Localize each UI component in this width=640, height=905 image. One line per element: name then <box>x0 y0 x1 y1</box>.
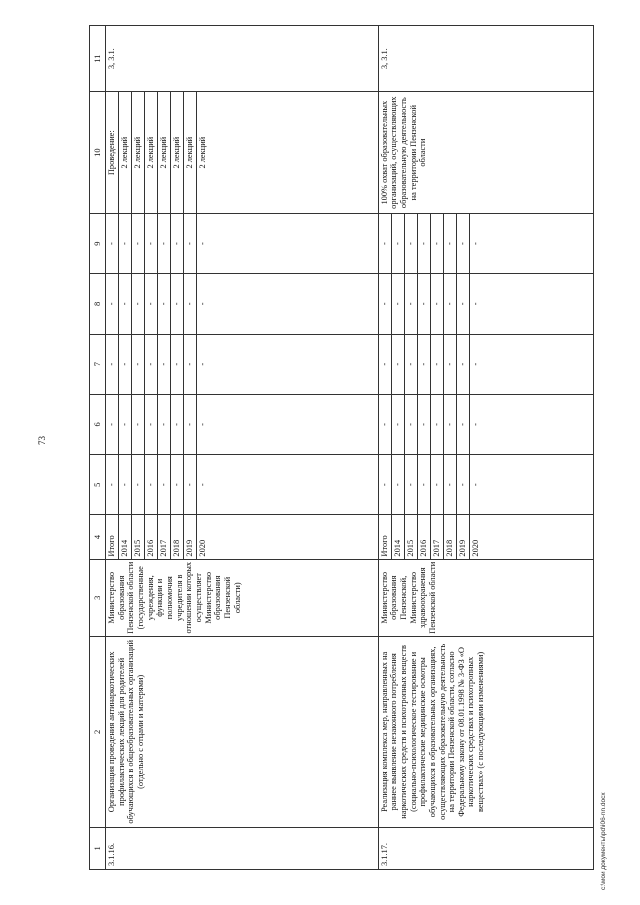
measure-c8-value: - <box>184 274 197 333</box>
measure-description: Организация проведения антинаркотических профилактических лекций для родителей обучающихся в общеобразовательных организаций (отдельно с отцами и матерями) <box>106 636 379 827</box>
measure-result-value: 2 лекций <box>198 136 207 169</box>
measure-c5-value: - <box>106 455 119 514</box>
measure-c7-value: - <box>158 335 171 394</box>
column-header-8: 8 <box>90 274 106 334</box>
measure-c8-value: - <box>431 274 444 333</box>
column-header-3: 3 <box>90 559 106 636</box>
table-row <box>106 26 379 870</box>
measure-years-value: 2016 <box>418 515 431 558</box>
column-header-10: 10 <box>90 92 106 214</box>
measure-c8-value: - <box>418 274 431 333</box>
measure-c6-value: - <box>171 395 184 454</box>
measure-c6-value: - <box>379 395 392 454</box>
measure-c8 <box>378 274 593 334</box>
table-row <box>378 26 593 870</box>
measure-c7-value: - <box>379 335 392 394</box>
measure-code: 3.1.17. <box>378 827 593 869</box>
measure-description: Реализация комплекса мер, направленных на раннее выявление незаконного потребления наркотических средств и психотропных веществ (социально-психологическое тестирование и профилактические медицинские осмотры обучающихся в образовательных организациях, осуществляющих образовательную деятельность на территории Пензенской области, согласно Федеральному закону от 08.01.1998 № 3-ФЗ «О наркотических средствах и психотропных веществах» (с последующими изменениями) <box>378 636 593 827</box>
measure-c9-value: - <box>457 214 470 273</box>
measure-c8-value: - <box>198 302 207 306</box>
measure-c7-value: - <box>444 335 457 394</box>
measure-c7-value: - <box>392 335 405 394</box>
measure-c7-value: - <box>132 335 145 394</box>
measure-result-value: 2 лекций <box>184 92 197 213</box>
measure-c9-value: - <box>158 214 171 273</box>
measure-c6-value: - <box>418 395 431 454</box>
measure-c5-value: - <box>171 455 184 514</box>
measure-c9-value: - <box>392 214 405 273</box>
measure-c9-value: - <box>418 214 431 273</box>
measure-result <box>106 92 379 214</box>
measure-c8-value: - <box>379 274 392 333</box>
measure-c8-value: - <box>119 274 132 333</box>
measure-c6-value: - <box>158 395 171 454</box>
page-number: 73 <box>37 436 47 445</box>
program-measures-table <box>89 25 594 870</box>
measure-c5-value: - <box>431 455 444 514</box>
measure-years-value: 2016 <box>145 515 158 558</box>
measure-c5-value: - <box>392 455 405 514</box>
measure-c9-value: - <box>184 214 197 273</box>
measure-years-value: 2017 <box>158 515 171 558</box>
measure-years-value: 2019 <box>457 515 470 558</box>
measure-executor: Министерство образования Пензенской области (государственные учреждения, функции и полномочия учредителя в отношении которых осуществляет Министерство образования Пензенской области) <box>106 559 379 636</box>
measure-c5-value: - <box>145 455 158 514</box>
measure-years-value: 2015 <box>405 515 418 558</box>
measure-c8 <box>106 274 379 334</box>
measure-c5-value: - <box>444 455 457 514</box>
measure-c7 <box>106 334 379 394</box>
measure-c8-value: - <box>457 274 470 333</box>
measure-result-value: 2 лекций <box>171 92 184 213</box>
measure-c7-value: - <box>418 335 431 394</box>
measure-years-value: Итого <box>379 515 392 558</box>
measure-c6 <box>106 394 379 454</box>
measure-c8-value: - <box>106 274 119 333</box>
column-header-4: 4 <box>90 515 106 559</box>
measure-c6-value: - <box>106 395 119 454</box>
measure-c5-value: - <box>470 483 480 487</box>
column-header-2: 2 <box>90 636 106 827</box>
measure-c5 <box>106 455 379 515</box>
measure-c9-value: - <box>132 214 145 273</box>
measure-c8-value: - <box>145 274 158 333</box>
measure-c6-value: - <box>119 395 132 454</box>
measure-c9-value: - <box>444 214 457 273</box>
measure-c8-value: - <box>392 274 405 333</box>
measure-c9-value: - <box>470 242 480 245</box>
measure-c5-value: - <box>132 455 145 514</box>
measure-c6-value: - <box>145 395 158 454</box>
measure-c5-value: - <box>379 455 392 514</box>
measure-years-value: 2020 <box>470 539 480 557</box>
measure-c5-value: - <box>184 455 197 514</box>
measure-c8-value: - <box>158 274 171 333</box>
measure-c5 <box>378 455 593 515</box>
measure-reference: 3, 3.1. <box>106 26 379 92</box>
measure-c5-value: - <box>119 455 132 514</box>
measure-code: 3.1.16. <box>106 827 379 869</box>
measure-c6-value: - <box>457 395 470 454</box>
measure-executor: Министерство образования Пензенской, Министерство здравоохранения Пензенской области <box>378 559 593 636</box>
measure-years-value: 2018 <box>444 515 457 558</box>
measure-c5-value: - <box>198 483 207 487</box>
measure-c9-value: - <box>379 214 392 273</box>
measure-result-value: 2 лекций <box>145 92 158 213</box>
measure-c9-value: - <box>198 242 207 245</box>
measure-c8-value: - <box>470 302 480 306</box>
measure-c8-value: - <box>405 274 418 333</box>
measure-c8-value: - <box>444 274 457 333</box>
measure-c5-value: - <box>418 455 431 514</box>
measure-c5-value: - <box>405 455 418 514</box>
measure-c7-value: - <box>431 335 444 394</box>
measure-c7-value: - <box>145 335 158 394</box>
measure-c9-value: - <box>145 214 158 273</box>
measure-c6-value: - <box>470 423 480 426</box>
measure-c9-value: - <box>171 214 184 273</box>
measure-c6 <box>378 394 593 454</box>
measure-c7 <box>378 334 593 394</box>
measure-years <box>378 515 593 559</box>
measure-c7-value: - <box>119 335 132 394</box>
measure-c5-value: - <box>158 455 171 514</box>
measure-result-value: 2 лекций <box>132 92 145 213</box>
measure-c6-value: - <box>444 395 457 454</box>
header-row <box>90 26 106 870</box>
measure-c9 <box>378 213 593 273</box>
measure-c6-value: - <box>184 395 197 454</box>
column-header-5: 5 <box>90 455 106 515</box>
measure-result-value: 2 лекций <box>158 92 171 213</box>
measure-c6-value: - <box>132 395 145 454</box>
column-header-9: 9 <box>90 213 106 273</box>
measure-years-value: Итого <box>106 515 119 558</box>
measure-result-value: 2 лекций <box>119 92 132 213</box>
program-table-container <box>89 25 594 870</box>
measure-years-value: 2014 <box>119 515 132 558</box>
measure-c7-value: - <box>106 335 119 394</box>
measure-c6-value: - <box>392 395 405 454</box>
measure-c8-value: - <box>171 274 184 333</box>
measure-c6-value: - <box>405 395 418 454</box>
measure-c7-value: - <box>171 335 184 394</box>
measure-c9-value: - <box>431 214 444 273</box>
measure-c9-value: - <box>405 214 418 273</box>
measure-c6-value: - <box>431 395 444 454</box>
measure-years-value: 2020 <box>198 539 207 557</box>
measure-c7-value: - <box>405 335 418 394</box>
footer-file-path: c:\мои документы\pd\i06-nn.docx <box>600 792 607 890</box>
table-body <box>106 26 594 870</box>
measure-result-value: Проведение: <box>106 92 119 213</box>
measure-years <box>106 515 379 559</box>
column-header-6: 6 <box>90 394 106 454</box>
measure-years-value: 2017 <box>431 515 444 558</box>
column-header-11: 11 <box>90 26 106 92</box>
measure-c5-value: - <box>457 455 470 514</box>
measure-c8-value: - <box>132 274 145 333</box>
measure-c7-value: - <box>457 335 470 394</box>
measure-c9-value: - <box>106 214 119 273</box>
measure-c6-value: - <box>198 423 207 426</box>
measure-years-value: 2014 <box>392 515 405 558</box>
measure-years-value: 2018 <box>171 515 184 558</box>
measure-c9-value: - <box>119 214 132 273</box>
column-header-7: 7 <box>90 334 106 394</box>
measure-result: 100% охват образовательных организаций, осуществляющих образовательную деятельность на территории Пензенской области <box>378 92 593 214</box>
measure-years-value: 2019 <box>184 515 197 558</box>
measure-c9 <box>106 213 379 273</box>
measure-reference: 3, 3.1. <box>378 26 593 92</box>
measure-c7-value: - <box>184 335 197 394</box>
measure-c7-value: - <box>198 362 207 366</box>
measure-c7-value: - <box>470 362 480 366</box>
column-header-1: 1 <box>90 827 106 869</box>
measure-years-value: 2015 <box>132 515 145 558</box>
